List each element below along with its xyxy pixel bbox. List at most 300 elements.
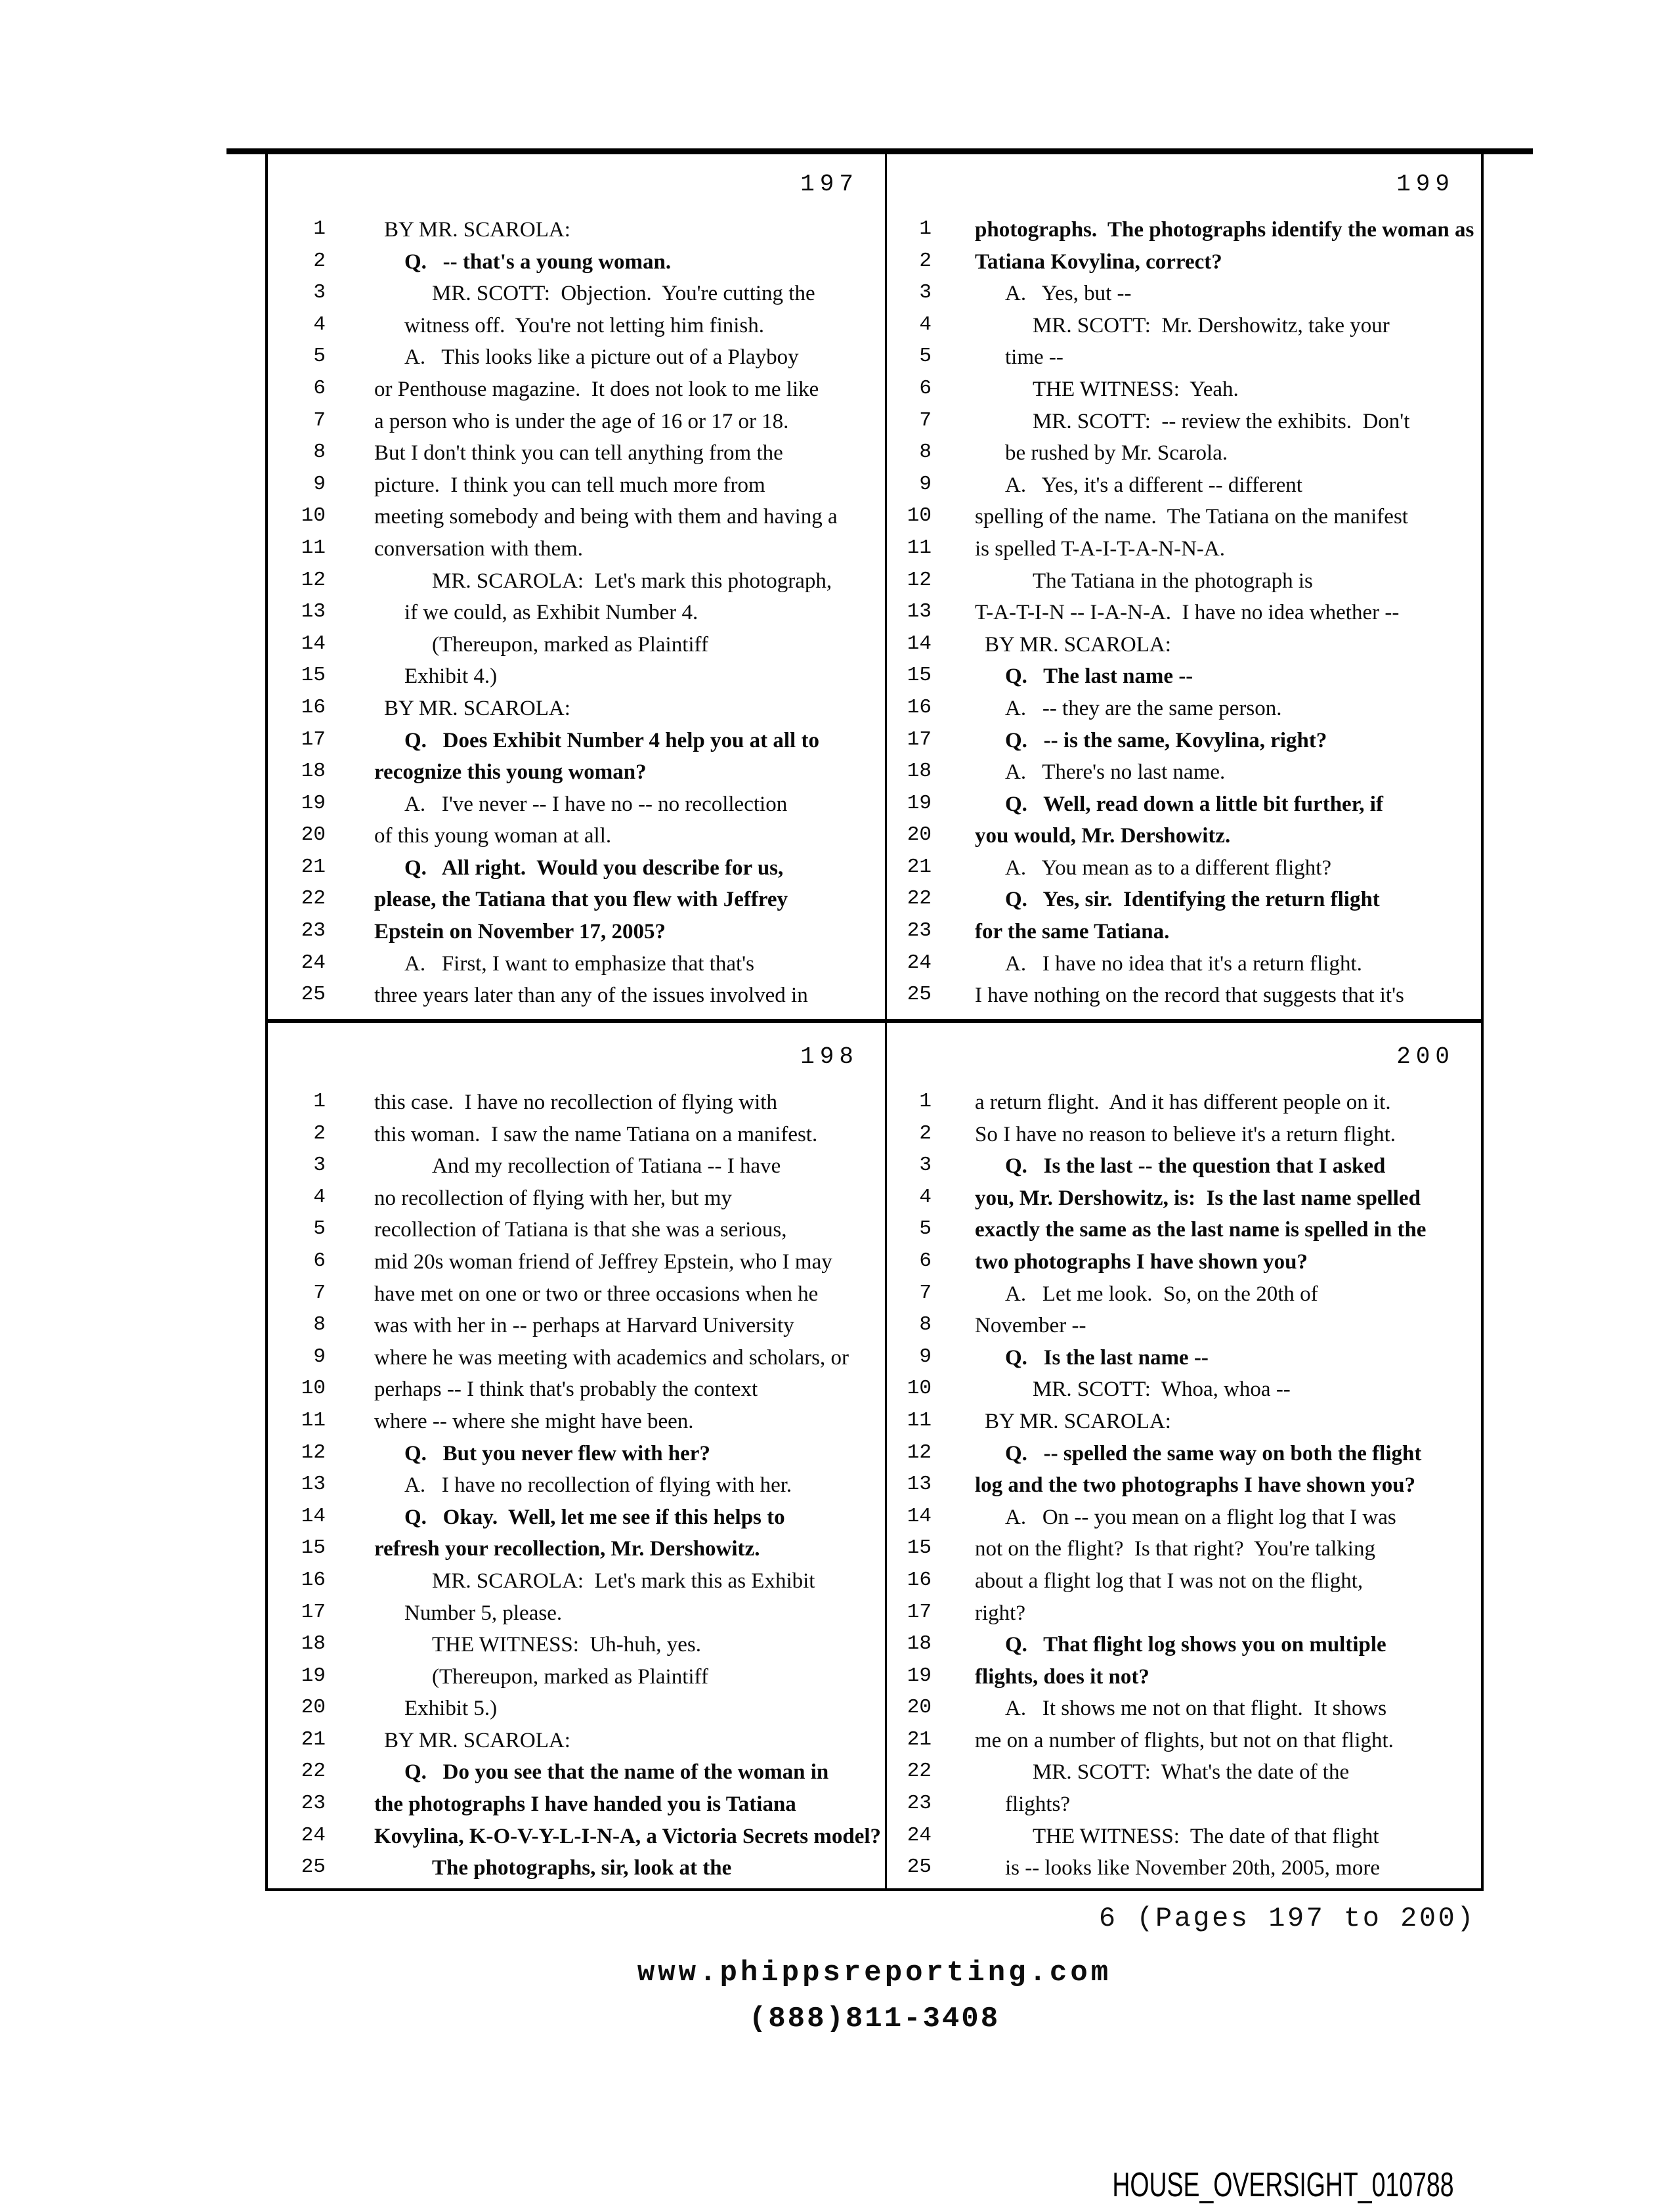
line-text: A. -- they are the same person.	[1005, 696, 1282, 720]
transcript-line	[887, 1758, 1481, 1790]
transcript-line	[887, 1121, 1481, 1153]
transcript-line	[268, 631, 885, 663]
line-number: 2	[919, 249, 932, 272]
line-number: 10	[301, 1377, 326, 1400]
transcript-line	[887, 567, 1481, 599]
line-text: I have nothing on the record that suggests that it's	[975, 984, 1404, 1008]
page-number: 199	[1396, 171, 1455, 198]
line-number: 16	[301, 695, 326, 719]
line-number: 13	[907, 1473, 932, 1496]
line-text: you, Mr. Dershowitz, is: Is the last name spelled	[975, 1186, 1421, 1210]
line-number: 6	[313, 376, 326, 400]
line-text: of this young woman at all.	[374, 824, 612, 848]
line-number: 4	[313, 313, 326, 336]
line-number: 4	[919, 313, 932, 336]
transcript-line	[268, 1727, 885, 1759]
transcript-line	[268, 1248, 885, 1280]
transcript-line	[268, 1854, 885, 1886]
line-number: 8	[313, 441, 326, 464]
line-text: MR. SCOTT: Mr. Dershowitz, take your	[1033, 313, 1390, 337]
line-number: 12	[301, 1441, 326, 1464]
line-number: 22	[907, 1760, 932, 1783]
line-text: Q. Does Exhibit Number 4 help you at all to	[404, 728, 819, 752]
transcript-line	[268, 248, 885, 280]
transcript-line	[887, 376, 1481, 408]
line-text: right?	[975, 1601, 1025, 1625]
line-number: 23	[301, 1792, 326, 1815]
line-text: not on the flight? Is that right? You're talking	[975, 1537, 1375, 1561]
line-number: 3	[919, 281, 932, 305]
transcript-line	[887, 471, 1481, 504]
transcript-line	[268, 439, 885, 471]
line-text: Q. But you never flew with her?	[404, 1441, 710, 1465]
line-number: 7	[919, 1281, 932, 1305]
line-number: 24	[301, 951, 326, 974]
line-number: 11	[907, 1408, 932, 1432]
line-text: Exhibit 4.)	[404, 664, 498, 689]
transcript-line	[887, 1440, 1481, 1472]
line-text: refresh your recollection, Mr. Dershowitz.	[374, 1537, 760, 1561]
transcript-line	[268, 886, 885, 918]
line-number: 16	[907, 1568, 932, 1592]
line-number: 18	[301, 760, 326, 783]
line-text: BY MR. SCAROLA:	[384, 218, 570, 242]
line-text: you would, Mr. Dershowitz.	[975, 824, 1231, 848]
line-number: 11	[907, 536, 932, 559]
line-number: 17	[301, 1600, 326, 1624]
line-number: 9	[313, 472, 326, 496]
line-text: this woman. I saw the name Tatiana on a manifest.	[374, 1122, 818, 1146]
line-text: A. There's no last name.	[1005, 760, 1226, 785]
transcript-page-198	[268, 1023, 887, 1888]
transcript-line	[887, 1663, 1481, 1695]
transcript-line	[887, 758, 1481, 791]
line-text: Q. Is the last name --	[1005, 1345, 1209, 1370]
transcript-line	[268, 1376, 885, 1408]
line-text: me on a number of flights, but not on that flight.	[975, 1728, 1394, 1752]
line-text: Q. Well, read down a little bit further, if	[1005, 792, 1383, 816]
transcript-line	[268, 854, 885, 886]
line-text: And my recollection of Tatiana -- I have	[432, 1154, 781, 1179]
line-number: 20	[301, 823, 326, 847]
transcript-grid	[265, 149, 1484, 1891]
line-text: about a flight log that I was not on the flight,	[975, 1569, 1363, 1593]
line-text: Q. Do you see that the name of the woman in	[404, 1760, 829, 1785]
line-text: So I have no reason to believe it's a return flight.	[975, 1122, 1396, 1146]
line-text: perhaps -- I think that's probably the context	[374, 1377, 758, 1402]
line-number: 15	[301, 1536, 326, 1560]
line-number: 24	[907, 951, 932, 974]
transcript-line	[887, 280, 1481, 312]
transcript-line	[268, 982, 885, 1014]
transcript-line	[887, 1599, 1481, 1632]
line-text: T-A-T-I-N -- I-A-N-A. I have no idea whether --	[975, 601, 1400, 625]
transcript-line	[268, 1631, 885, 1663]
line-number: 16	[907, 695, 932, 719]
transcript-page-197	[268, 154, 887, 1023]
transcript-line	[268, 1823, 885, 1855]
transcript-line	[887, 791, 1481, 823]
line-text: picture. I think you can tell much more from	[374, 473, 765, 497]
line-number: 2	[313, 249, 326, 272]
line-text: be rushed by Mr. Scarola.	[1005, 441, 1228, 466]
line-number: 5	[919, 345, 932, 368]
line-text: Q. Is the last -- the question that I asked	[1005, 1154, 1386, 1179]
line-number: 14	[907, 632, 932, 655]
line-text: November --	[975, 1314, 1086, 1338]
line-number: 8	[919, 441, 932, 464]
line-number: 19	[907, 1664, 932, 1687]
transcript-line	[268, 695, 885, 727]
line-text: recognize this young woman?	[374, 760, 647, 785]
transcript-line	[887, 599, 1481, 631]
transcript-lines	[268, 216, 885, 1014]
transcript-line	[887, 1376, 1481, 1408]
line-text: please, the Tatiana that you flew with Jeffrey	[374, 888, 788, 912]
line-number: 9	[919, 472, 932, 496]
transcript-line	[268, 1663, 885, 1695]
reporter-phone: (888)811-3408	[748, 2003, 1000, 2035]
line-text: this case. I have no recollection of flying with	[374, 1091, 777, 1114]
line-text: where he was meeting with academics and scholars, or	[374, 1345, 849, 1370]
line-number: 1	[919, 1090, 932, 1113]
line-text: MR. SCAROLA: Let's mark this as Exhibit	[432, 1569, 815, 1593]
page-range-footer: 6 (Pages 197 to 200)	[1098, 1903, 1476, 1934]
transcript-line	[887, 408, 1481, 440]
line-number: 16	[301, 1568, 326, 1592]
line-number: 20	[907, 1696, 932, 1720]
line-text: Epstein on November 17, 2005?	[374, 920, 666, 944]
line-text: BY MR. SCAROLA:	[985, 1409, 1171, 1433]
transcript-line	[268, 216, 885, 248]
line-text: three years later than any of the issues involved in	[374, 984, 808, 1008]
transcript-line	[887, 918, 1481, 950]
transcript-line	[887, 854, 1481, 886]
line-text: But I don't think you can tell anything from the	[374, 441, 783, 466]
line-text: A. It shows me not on that flight. It shows	[1005, 1697, 1387, 1721]
transcript-lines	[268, 1089, 885, 1886]
transcript-line	[268, 1440, 885, 1472]
line-number: 18	[907, 760, 932, 783]
line-number: 25	[301, 1855, 326, 1879]
line-text: meeting somebody and being with them and having a	[374, 505, 838, 529]
line-number: 9	[313, 1345, 326, 1368]
transcript-line	[887, 248, 1481, 280]
line-text: two photographs I have shown you?	[975, 1249, 1308, 1274]
line-text: BY MR. SCAROLA:	[384, 696, 570, 720]
line-number: 4	[313, 1185, 326, 1209]
transcript-line	[887, 631, 1481, 663]
transcript-line	[268, 503, 885, 535]
line-text: A. This looks like a picture out of a Playboy	[404, 345, 799, 370]
line-text: exactly the same as the last name is spelled in the	[975, 1218, 1427, 1242]
transcript-line	[887, 1823, 1481, 1855]
line-number: 7	[313, 1281, 326, 1305]
line-text: (Thereupon, marked as Plaintiff	[432, 1664, 708, 1689]
line-number: 13	[907, 600, 932, 624]
line-number: 1	[313, 217, 326, 240]
line-number: 1	[919, 217, 932, 240]
line-number: 13	[301, 600, 326, 624]
line-number: 15	[301, 664, 326, 687]
line-text: Q. -- that's a young woman.	[404, 249, 672, 274]
transcript-line	[268, 1758, 885, 1790]
line-text: have met on one or two or three occasions when he	[374, 1282, 819, 1306]
transcript-line	[887, 662, 1481, 695]
transcript-line	[268, 1089, 885, 1121]
transcript-line	[887, 439, 1481, 471]
line-number: 14	[907, 1504, 932, 1528]
line-text: Number 5, please.	[404, 1601, 563, 1625]
line-number: 21	[907, 855, 932, 878]
line-number: 23	[907, 919, 932, 943]
line-text: A. First, I want to emphasize that that's	[404, 951, 754, 976]
line-number: 15	[907, 664, 932, 687]
line-number: 25	[907, 983, 932, 1007]
line-number: 17	[907, 727, 932, 751]
line-text: A. Let me look. So, on the 20th of	[1005, 1282, 1318, 1306]
line-number: 19	[301, 791, 326, 815]
transcript-line	[268, 1695, 885, 1727]
line-text: THE WITNESS: Uh-huh, yes.	[432, 1633, 702, 1657]
line-text: A. I have no recollection of flying with her.	[404, 1473, 792, 1498]
transcript-line	[887, 1152, 1481, 1184]
transcript-line	[268, 918, 885, 950]
line-number: 18	[907, 1632, 932, 1656]
line-number: 1	[313, 1090, 326, 1113]
line-number: 25	[907, 1855, 932, 1879]
transcript-line	[268, 312, 885, 344]
transcript-line	[268, 1535, 885, 1567]
line-number: 24	[907, 1823, 932, 1847]
line-number: 5	[313, 345, 326, 368]
transcript-line	[887, 503, 1481, 535]
line-text: THE WITNESS: Yeah.	[1033, 377, 1239, 401]
line-text: Q. All right. Would you describe for us,	[404, 856, 784, 880]
transcript-line	[268, 1216, 885, 1248]
line-text: MR. SCAROLA: Let's mark this photograph,	[432, 569, 832, 593]
line-text: (Thereupon, marked as Plaintiff	[432, 632, 708, 657]
line-text: flights?	[1005, 1792, 1070, 1817]
line-text: conversation with them.	[374, 536, 584, 561]
line-text: or Penthouse magazine. It does not look to me like	[374, 377, 819, 401]
transcript-line	[887, 1790, 1481, 1823]
transcript-line	[887, 1471, 1481, 1504]
line-number: 5	[919, 1217, 932, 1241]
line-number: 3	[919, 1154, 932, 1177]
transcript-line	[268, 567, 885, 599]
line-text: MR. SCOTT: Whoa, whoa --	[1033, 1377, 1291, 1402]
transcript-line	[887, 343, 1481, 376]
line-text: is -- looks like November 20th, 2005, more	[1005, 1856, 1380, 1880]
line-number: 17	[301, 727, 326, 751]
transcript-line	[887, 1216, 1481, 1248]
line-number: 7	[313, 408, 326, 432]
transcript-line	[887, 1535, 1481, 1567]
line-number: 12	[907, 1441, 932, 1464]
line-text: the photographs I have handed you is Tatiana	[374, 1792, 796, 1817]
transcript-line	[268, 1280, 885, 1312]
transcript-line	[887, 535, 1481, 567]
transcript-line	[268, 1471, 885, 1504]
transcript-line	[887, 216, 1481, 248]
reporter-website: www.phippsreporting.com	[637, 1957, 1112, 1989]
line-number: 14	[301, 1504, 326, 1528]
line-number: 12	[907, 568, 932, 592]
line-text: The Tatiana in the photograph is	[1033, 569, 1313, 593]
transcript-line	[887, 1184, 1481, 1217]
transcript-page-200	[887, 1023, 1481, 1888]
transcript-line	[268, 1152, 885, 1184]
line-number: 20	[907, 823, 932, 847]
line-number: 7	[919, 408, 932, 432]
transcript-line	[887, 1631, 1481, 1663]
line-number: 6	[313, 1249, 326, 1272]
line-number: 23	[907, 1792, 932, 1815]
transcript-line	[268, 280, 885, 312]
line-text: The photographs, sir, look at the	[432, 1856, 732, 1880]
transcript-line	[887, 312, 1481, 344]
transcript-line	[268, 1408, 885, 1440]
line-number: 23	[301, 919, 326, 943]
line-number: 8	[919, 1313, 932, 1337]
line-text: Q. -- spelled the same way on both the flight	[1005, 1441, 1422, 1465]
line-number: 12	[301, 568, 326, 592]
line-text: MR. SCOTT: Objection. You're cutting the	[432, 282, 815, 306]
transcript-line	[887, 1854, 1481, 1886]
transcript-line	[887, 1312, 1481, 1344]
line-text: Exhibit 5.)	[404, 1697, 498, 1721]
line-number: 5	[313, 1217, 326, 1241]
line-text: A. Yes, but --	[1005, 282, 1132, 306]
transcript-line	[268, 1344, 885, 1376]
line-text: A. I have no idea that it's a return flight.	[1005, 951, 1362, 976]
transcript-line	[268, 343, 885, 376]
transcript-line	[268, 599, 885, 631]
line-number: 14	[301, 632, 326, 655]
line-number: 11	[301, 1408, 326, 1432]
line-text: for the same Tatiana.	[975, 920, 1170, 944]
transcript-line	[268, 1184, 885, 1217]
line-number: 18	[301, 1632, 326, 1656]
transcript-line	[887, 886, 1481, 918]
transcript-line	[887, 1344, 1481, 1376]
transcript-line	[887, 1504, 1481, 1536]
line-text: where -- where she might have been.	[374, 1409, 694, 1433]
line-number: 4	[919, 1185, 932, 1209]
line-text: witness off. You're not letting him finish.	[404, 313, 765, 337]
transcript-line	[887, 982, 1481, 1014]
line-number: 11	[301, 536, 326, 559]
transcript-line	[268, 1312, 885, 1344]
line-text: time --	[1005, 345, 1063, 370]
bates-number: HOUSE_OVERSIGHT_010788	[1112, 2166, 1454, 2204]
line-number: 20	[301, 1696, 326, 1720]
transcript-line	[268, 408, 885, 440]
line-text: Q. Okay. Well, let me see if this helps to	[404, 1505, 785, 1529]
transcript-line	[268, 758, 885, 791]
line-number: 6	[919, 376, 932, 400]
line-text: Q. That flight log shows you on multiple	[1005, 1633, 1386, 1657]
transcript-line	[268, 662, 885, 695]
transcript-line	[268, 1790, 885, 1823]
line-number: 10	[907, 504, 932, 528]
line-text: A. Yes, it's a different -- different	[1005, 473, 1302, 497]
line-text: MR. SCOTT: -- review the exhibits. Don't	[1033, 409, 1410, 433]
line-text: log and the two photographs I have shown you?	[975, 1473, 1416, 1498]
transcript-line	[887, 1280, 1481, 1312]
page-number: 200	[1396, 1043, 1455, 1070]
line-number: 9	[919, 1345, 932, 1368]
line-text: Q. The last name --	[1005, 664, 1193, 689]
line-number: 2	[313, 1121, 326, 1145]
line-text: Q. Yes, sir. Identifying the return flight	[1005, 888, 1380, 912]
transcript-line	[887, 1567, 1481, 1599]
transcript-page-199	[887, 154, 1481, 1023]
line-text: A. On -- you mean on a flight log that I was	[1005, 1505, 1396, 1529]
transcript-line	[887, 1727, 1481, 1759]
line-text: MR. SCOTT: What's the date of the	[1033, 1760, 1350, 1785]
transcript-line	[268, 727, 885, 759]
line-text: BY MR. SCAROLA:	[985, 632, 1171, 657]
line-text: a return flight. And it has different people on it.	[975, 1091, 1391, 1114]
transcript-line	[268, 471, 885, 504]
transcript-line	[887, 695, 1481, 727]
transcript-lines	[887, 1089, 1481, 1886]
line-number: 3	[313, 281, 326, 305]
line-text: photographs. The photographs identify the woman as	[975, 218, 1474, 242]
line-number: 25	[301, 983, 326, 1007]
line-text: if we could, as Exhibit Number 4.	[404, 601, 698, 625]
line-number: 22	[907, 887, 932, 911]
line-text: was with her in -- perhaps at Harvard University	[374, 1314, 794, 1338]
transcript-line	[887, 950, 1481, 982]
line-number: 21	[301, 1727, 326, 1751]
line-text: A. You mean as to a different flight?	[1005, 856, 1332, 880]
line-number: 24	[301, 1823, 326, 1847]
line-number: 10	[907, 1377, 932, 1400]
page-number: 197	[800, 171, 859, 198]
line-number: 6	[919, 1249, 932, 1272]
line-text: A. I've never -- I have no -- no recollection	[404, 792, 788, 816]
transcript-line	[887, 1408, 1481, 1440]
transcript-line	[268, 950, 885, 982]
line-number: 2	[919, 1121, 932, 1145]
line-text: Q. -- is the same, Kovylina, right?	[1005, 728, 1327, 752]
line-number: 21	[907, 1727, 932, 1751]
transcript-line	[268, 1567, 885, 1599]
line-number: 10	[301, 504, 326, 528]
transcript-line	[268, 791, 885, 823]
transcript-line	[268, 1599, 885, 1632]
line-text: a person who is under the age of 16 or 17 or 18.	[374, 409, 789, 433]
line-text: Kovylina, K-O-V-Y-L-I-N-A, a Victoria Secrets model?	[374, 1824, 882, 1848]
line-number: 19	[301, 1664, 326, 1687]
transcript-line	[887, 1695, 1481, 1727]
transcript-line	[268, 535, 885, 567]
line-text: Tatiana Kovylina, correct?	[975, 249, 1222, 274]
transcript-line	[268, 376, 885, 408]
line-text: mid 20s woman friend of Jeffrey Epstein, who I may	[374, 1249, 832, 1274]
line-number: 3	[313, 1154, 326, 1177]
line-text: is spelled T-A-I-T-A-N-N-A.	[975, 536, 1225, 561]
line-number: 15	[907, 1536, 932, 1560]
line-number: 22	[301, 1760, 326, 1783]
line-text: THE WITNESS: The date of that flight	[1033, 1824, 1379, 1848]
transcript-line	[887, 727, 1481, 759]
transcript-line	[887, 1248, 1481, 1280]
transcript-line	[887, 1089, 1481, 1121]
